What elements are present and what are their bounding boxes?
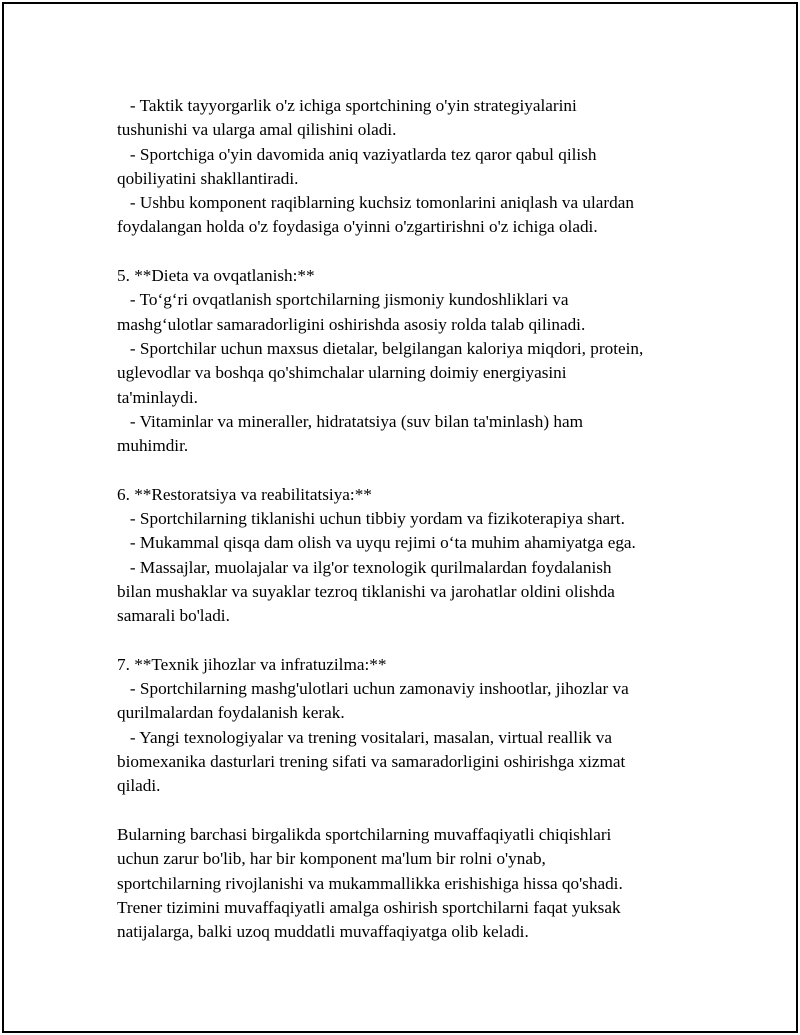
text-line: tushunishi va ularga amal qilishini oladi. — [117, 120, 397, 140]
paragraph-conclusion — [117, 823, 692, 944]
text-line: - To‘g‘ri ovqatlanish sportchilarning jismoniy kundoshliklari va — [117, 290, 569, 310]
text-line: uchun zarur bo'lib, har bir komponent ma'lum bir rolni o'ynab, — [117, 849, 546, 869]
section-diet-nutrition — [117, 264, 692, 458]
text-line: muhimdir. — [117, 436, 189, 456]
text-line: - Sportchilarning tiklanishi uchun tibbiy yordam va fizikoterapiya shart. — [117, 509, 625, 529]
text-line: qurilmalardan foydalanish kerak. — [117, 703, 345, 723]
paragraph-gap — [117, 799, 692, 823]
text-line: natijalarga, balki uzoq muddatli muvaffaqiyatga olib keladi. — [117, 922, 529, 942]
text-line: - Yangi texnologiyalar va trening vositalari, masalan, virtual reallik va — [117, 727, 612, 747]
text-line: Bularning barchasi birgalikda sportchilarning muvaffaqiyatli chiqishlari — [117, 824, 612, 844]
paragraph-gap — [117, 458, 692, 482]
section-technical-equipment — [117, 653, 692, 799]
section-heading: 5. **Dieta va ovqatlanish:** — [117, 266, 315, 286]
paragraph-gap — [117, 629, 692, 653]
text-line: - Sportchilarning mashg'ulotlari uchun zamonaviy inshootlar, jihozlar va — [117, 679, 629, 699]
section-restoration-rehabilitation — [117, 483, 692, 629]
text-line: ta'minlaydi. — [117, 387, 198, 407]
document-body — [117, 94, 692, 944]
text-line: biomexanika dasturlari trening sifati va samaradorligini oshirishga xizmat — [117, 752, 626, 772]
text-line: - Massajlar, muolajalar va ilg'or texnologik qurilmalardan foydalanish — [117, 557, 612, 577]
text-line: samarali bo'ladi. — [117, 606, 230, 626]
text-line: - Taktik tayyorgarlik o'z ichiga sportchining o'yin strategiyalarini — [117, 96, 577, 115]
text-line: mashg‘ulotlar samaradorligini oshirishda asosiy rolda talab qilinadi. — [117, 314, 586, 334]
text-line: sportchilarning rivojlanishi va mukammallikka erishishiga hissa qo'shadi. — [117, 873, 623, 893]
text-line: - Vitaminlar va mineraller, hidratatsiya (suv bilan ta'minlash) ham — [117, 411, 583, 431]
text-line: qobiliyatini shakllantiradi. — [117, 168, 299, 188]
paragraph-tactical-preparation — [117, 94, 692, 240]
paragraph-gap — [117, 240, 692, 264]
text-line: - Mukammal qisqa dam olish va uyqu rejimi o‘ta muhim ahamiyatga ega. — [117, 533, 636, 553]
section-heading: 7. **Texnik jihozlar va infratuzilma:** — [117, 654, 387, 674]
text-line: - Sportchilar uchun maxsus dietalar, belgilangan kaloriya miqdori, protein, — [117, 338, 644, 358]
text-line: bilan mushaklar va suyaklar tezroq tiklanishi va jarohatlar oldini olishda — [117, 581, 615, 601]
text-line: uglevodlar va boshqa qo'shimchalar ularning doimiy energiyasini — [117, 363, 567, 383]
text-line: - Sportchiga o'yin davomida aniq vaziyatlarda tez qaror qabul qilish — [117, 144, 597, 164]
text-line: - Ushbu komponent raqiblarning kuchsiz tomonlarini aniqlash va ulardan — [117, 193, 634, 213]
text-line: foydalangan holda o'z foydasiga o'yinni o'zgartirishni o'z ichiga oladi. — [117, 217, 598, 237]
text-line: Trener tizimini muvaffaqiyatli amalga oshirish sportchilarni faqat yuksak — [117, 897, 621, 917]
text-line: qiladi. — [117, 776, 161, 796]
section-heading: 6. **Restoratsiya va reabilitatsiya:** — [117, 484, 372, 504]
